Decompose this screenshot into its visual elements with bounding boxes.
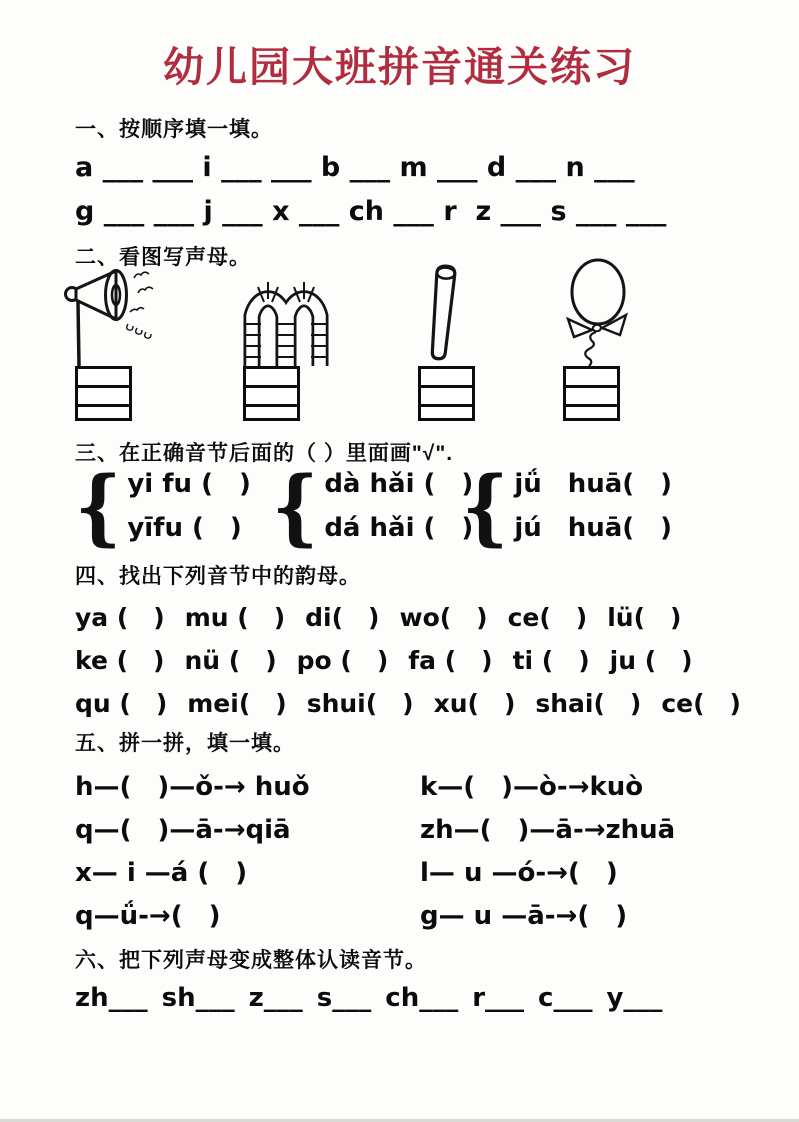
section4-heading: 四、找出下列音节中的韵母。 (75, 565, 361, 588)
syllable-item: nü ( ) (184, 646, 277, 675)
syllable-item: ju ( ) (609, 646, 693, 675)
spelling-row-4 (75, 895, 735, 929)
balloon-icon (550, 258, 645, 368)
spelling-row-1 (75, 766, 735, 800)
syllable-item: shai( ) (535, 689, 642, 718)
brace-glyph: { (462, 456, 509, 555)
syllable-row-1 (75, 598, 681, 634)
spelling-item: l— u —ó-→( ) (420, 858, 618, 888)
choice-group-1 (75, 456, 251, 555)
syllable-row-2 (75, 641, 693, 677)
syllable-item: ti ( ) (512, 646, 590, 675)
spelling-item: h—( )—ǒ-→ huǒ (75, 772, 310, 802)
section6-heading: 六、把下列声母变成整体认读音节。 (75, 949, 427, 972)
section5-heading: 五、拼一拼，填一填。 (75, 732, 295, 755)
syllable-item: ke ( ) (75, 646, 165, 675)
section1-heading: 一、按顺序填一填。 (75, 118, 273, 141)
spelling-item: q—ǘ-→( ) (75, 901, 221, 931)
choice-option: jú huā( ) (514, 513, 673, 543)
choice-option: jǘ huā( ) (514, 469, 673, 499)
spelling-item: k—( )—ò-→kuò (420, 772, 644, 802)
section1-line2: g ___ ___ j ___ x ___ ch ___ r z ___ s ___ ___ (75, 196, 667, 227)
page-title: 幼儿园大班拼音通关练习 (163, 43, 636, 91)
writing-grid-1 (75, 366, 132, 421)
brace-glyph: { (75, 456, 122, 555)
syllable-item: lü( ) (607, 603, 682, 632)
initial-item: ch___ (385, 983, 459, 1013)
spelling-row-3 (75, 852, 735, 886)
choice-option: dá hǎi ( ) (324, 513, 474, 543)
spelling-item: x— i —á ( ) (75, 858, 248, 888)
loudspeaker-icon (62, 268, 184, 366)
syllable-item: mei( ) (187, 689, 287, 718)
section1-line1: a ___ ___ i ___ ___ b ___ m ___ d ___ n ___ (75, 152, 635, 183)
syllable-item: qu ( ) (75, 689, 168, 718)
syllable-item: di( ) (305, 603, 380, 632)
choice-group-2 (272, 456, 474, 555)
spelling-item: g— u —ā-→( ) (420, 901, 628, 931)
choice-option: yīfu ( ) (127, 513, 242, 543)
writing-grid-2 (243, 366, 300, 421)
initial-item: r___ (472, 983, 525, 1013)
initial-item: s___ (316, 983, 372, 1013)
initial-item: zh___ (75, 983, 148, 1013)
brick-arches-icon (238, 272, 334, 366)
writing-grid-4 (563, 366, 620, 421)
syllable-item: ce( ) (661, 689, 741, 718)
spelling-item: zh—( )—ā-→zhuā (420, 815, 676, 845)
initial-item: sh___ (161, 983, 235, 1013)
initial-item: z___ (248, 983, 303, 1013)
stick-icon (408, 262, 478, 364)
initials-row (75, 983, 662, 1013)
brace-glyph: { (272, 456, 319, 555)
syllable-item: fa ( ) (408, 646, 493, 675)
syllable-item: wo( ) (399, 603, 488, 632)
initial-item: c___ (538, 983, 593, 1013)
syllable-item: po ( ) (296, 646, 389, 675)
section2-heading: 二、看图写声母。 (75, 246, 251, 269)
choice-group-3 (462, 456, 673, 555)
syllable-item: ce( ) (507, 603, 588, 632)
syllable-item: ya ( ) (75, 603, 165, 632)
syllable-item: xu( ) (433, 689, 516, 718)
spelling-item: q—( )—ā-→qiā (75, 815, 291, 845)
spelling-row-2 (75, 809, 735, 843)
initial-item: y___ (606, 983, 663, 1013)
syllable-row-3 (75, 684, 741, 720)
choice-option: yi fu ( ) (127, 469, 251, 499)
section3-heading: 三、在正确音节后面的（ ）里面画"√". (75, 442, 454, 465)
syllable-item: mu ( ) (184, 603, 286, 632)
choice-option: dà hǎi ( ) (324, 469, 474, 499)
writing-grid-3 (418, 366, 475, 421)
syllable-item: shui( ) (306, 689, 414, 718)
